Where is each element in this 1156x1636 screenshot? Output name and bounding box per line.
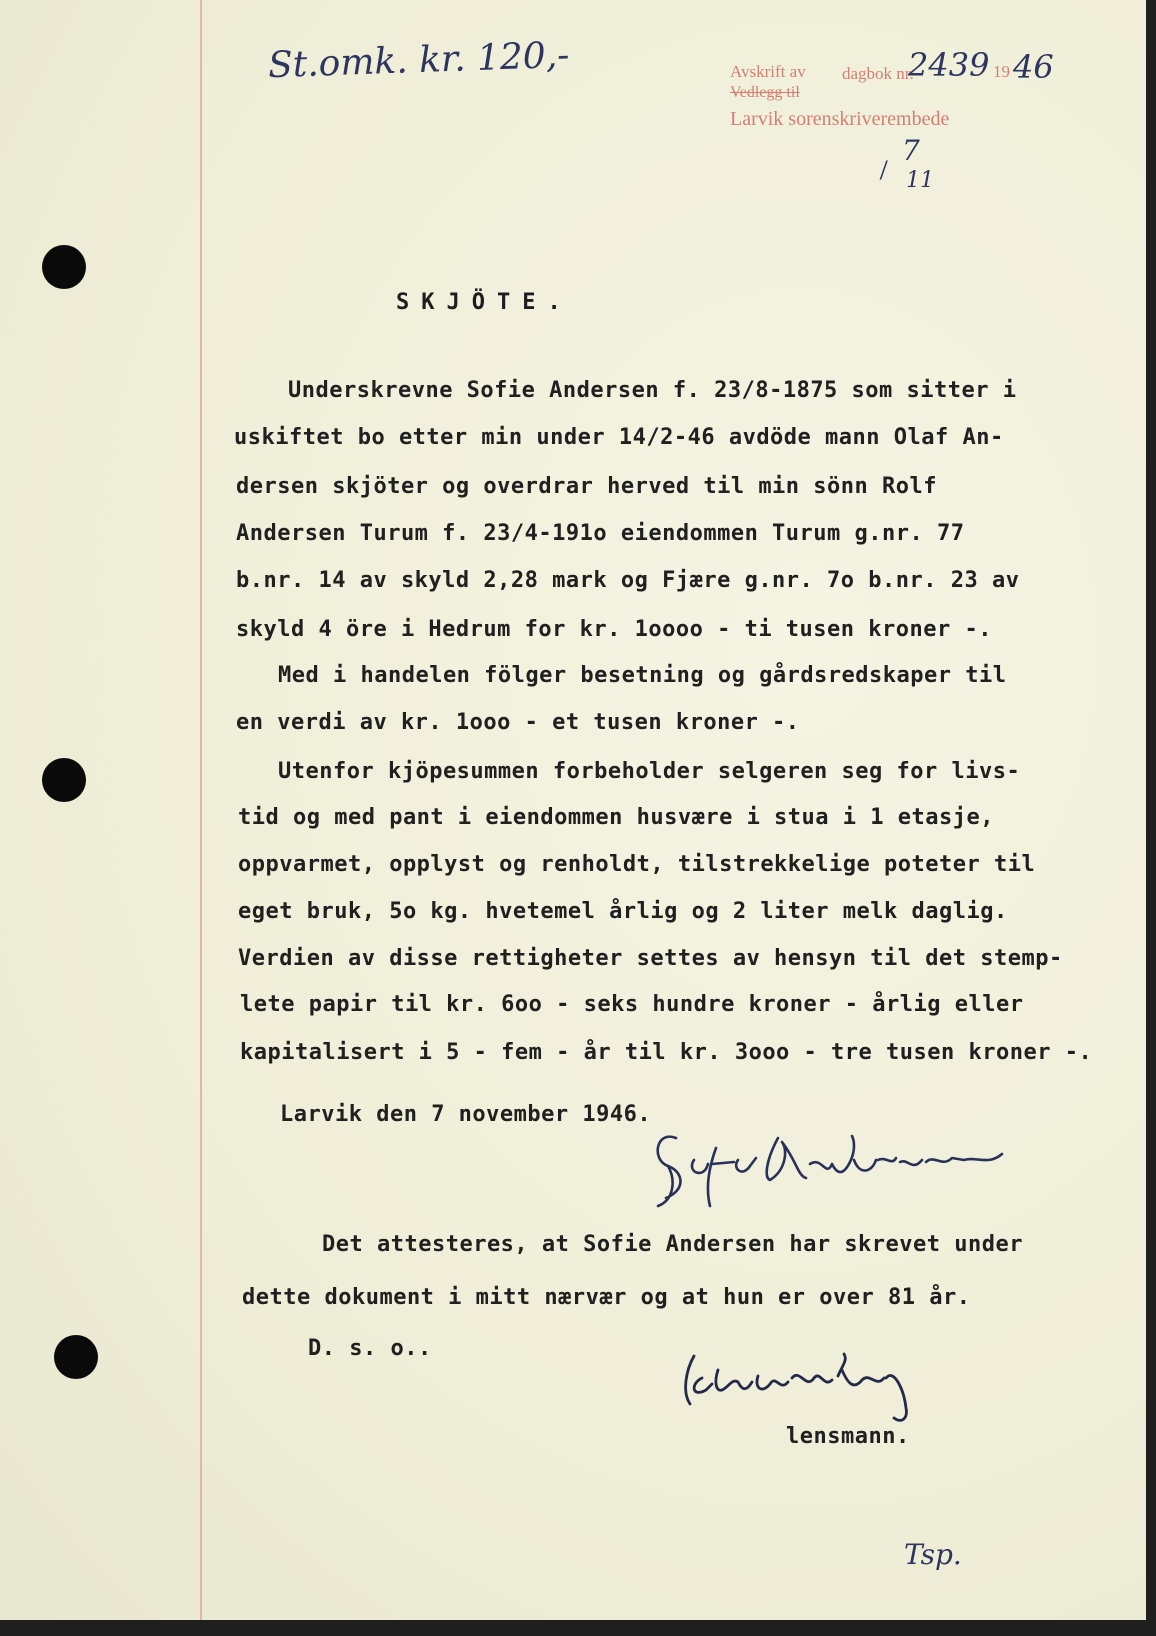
handwritten-initials: Tsp. (904, 1538, 962, 1571)
body-line: dersen skjöter og overdrar herved til min sönn Rolf (236, 474, 938, 499)
punch-hole (42, 758, 86, 802)
body-line: Verdien av disse rettigheter settes av hensyn til det stemp- (238, 946, 1063, 971)
stamp-year-suffix: 46 (1013, 48, 1054, 86)
body-line: skyld 4 öre i Hedrum for kr. 1oooo - ti tusen kroner -. (236, 617, 992, 642)
stamp-year-prefix: 19 (993, 62, 1010, 81)
stamp-vedlegg-label: Vedlegg til (730, 84, 800, 101)
body-line: en verdi av kr. 1ooo - et tusen kroner -. (236, 710, 800, 735)
signer-title: lensmann. (786, 1424, 910, 1449)
body-line: uskiftet bo etter min under 14/2-46 avdöde mann Olaf An- (234, 425, 1004, 450)
body-line: tid og med pant i eiendommen husvære i stua i 1 etasje, (238, 805, 994, 830)
signature-lensmann (672, 1348, 942, 1428)
stamp-dagbok-label: dagbok nr. (842, 64, 914, 83)
place-date: Larvik den 7 november 1946. (280, 1102, 652, 1127)
stamp-dagbok-number: 2439 (908, 46, 990, 84)
stamp-date-month: 11 (906, 168, 934, 193)
stamp-office-name: Larvik sorenskriverembede (730, 108, 950, 130)
signature-sofie-andersen (646, 1120, 1016, 1210)
margin-rule (200, 0, 202, 1620)
punch-hole (54, 1335, 98, 1379)
dso-abbreviation: D. s. o.. (308, 1336, 432, 1361)
stamp-date-day: 7 (902, 134, 920, 167)
body-line: b.nr. 14 av skyld 2,28 mark og Fjære g.nr. 7o b.nr. 23 av (236, 568, 1020, 593)
stamp-date-slash: / (878, 157, 890, 184)
attest-line: Det attesteres, at Sofie Andersen har skrevet under (322, 1232, 1024, 1257)
document-title: SKJÖTE. (396, 290, 573, 315)
body-line: Andersen Turum f. 23/4-191o eiendommen Turum g.nr. 77 (236, 521, 965, 546)
body-line: Utenfor kjöpesummen forbeholder selgeren seg for livs- (278, 759, 1021, 784)
body-line: Med i handelen fölger besetning og gårdsredskaper til (278, 663, 1007, 688)
body-line: eget bruk, 5o kg. hvetemel årlig og 2 liter melk daglig. (238, 899, 1008, 924)
body-line: Underskrevne Sofie Andersen f. 23/8-1875 som sitter i (288, 378, 1017, 403)
body-line: lete papir til kr. 6oo - seks hundre kroner - årlig eller (240, 992, 1024, 1017)
handwritten-fee-note: St.omk. kr. 120,- (267, 34, 570, 87)
attest-line: dette dokument i mitt nærvær og at hun er over 81 år. (242, 1285, 971, 1310)
stamp-avskrift-label: Avskrift av (730, 62, 806, 81)
body-line: oppvarmet, opplyst og renholdt, tilstrekkelige poteter til (238, 852, 1036, 877)
punch-hole (42, 245, 86, 289)
body-line: kapitalisert i 5 - fem - år til kr. 3ooo - tre tusen kroner -. (240, 1040, 1093, 1065)
